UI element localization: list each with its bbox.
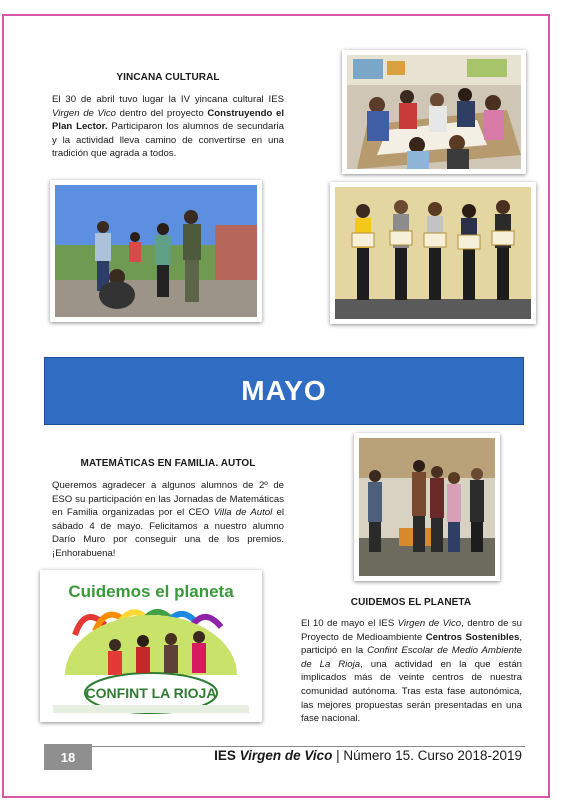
month-banner-label: MAYO: [241, 375, 327, 406]
yincana-text: [52, 93, 284, 161]
yincana-text-1: El 30 de abril tuvo lugar la IV yincana cultural IES: [52, 94, 284, 105]
month-banner: [44, 357, 524, 425]
matematicas-text-1: Queremos agradecer a algunos alumnos de 2º de ESO su participación en las Jornadas de Matemáticas en Familia organizadas por el CEO: [52, 480, 284, 519]
planeta-text-6: Confint Escolar de Medio Ambiente de La Rioja: [301, 645, 522, 670]
footer-school-prefix: IES: [214, 748, 240, 763]
photo-diplomas: [330, 182, 536, 324]
planeta-title: CUIDEMOS EL PLANETA: [350, 597, 472, 608]
footer-publication: [214, 748, 522, 763]
yincana-text-3: dentro del proyecto: [115, 107, 208, 119]
footer-rule: [44, 746, 525, 747]
poster-logo: CONFINT LA RIOJA: [85, 685, 217, 701]
page-number: 18: [44, 744, 92, 770]
yincana-text-5: Participaron los alumnos de secundaria y la actividad lleva camino de convertirse en una tradición que agrada a todos.: [52, 121, 284, 160]
yincana-text-4: Construyendo el Plan Lector.: [52, 107, 284, 133]
footer-school-name: Virgen de Vico: [239, 748, 333, 763]
planeta-text: [301, 617, 522, 726]
matematicas-text: [52, 479, 284, 561]
yincana-text-2: Virgen de Vico: [52, 107, 116, 119]
planeta-text-5: , participó en la: [301, 631, 522, 657]
footer-issue: | Número 15. Curso 2018-2019: [332, 748, 522, 763]
matematicas-text-2: Villa de Autol: [213, 507, 273, 519]
photo-classroom: [342, 50, 526, 174]
photo-yincana: [50, 180, 262, 322]
planeta-text-2: Virgen de Vico: [397, 618, 462, 629]
matematicas-title: MATEMÁTICAS EN FAMILIA. AUTOL: [80, 458, 256, 469]
poster-title: Cuidemos el planeta: [68, 582, 234, 601]
matematicas-text-3: el sábado 4 de mayo. Felicitamos a nuestro alumno Darío Muro por conseguir una de los premios. ¡Enhorabuena!: [52, 507, 284, 559]
planeta-text-7: , una actividad en la que están implicados más de veinte centros de nuestra comunidad autónoma. Tras esta fase autonómica, las mejores propuestas serán presentadas en una fase nacional.: [301, 658, 522, 725]
yincana-title: YINCANA CULTURAL: [116, 72, 220, 83]
planeta-text-1: El 10 de mayo el IES: [301, 618, 398, 629]
photo-matematicas: [354, 433, 500, 581]
photo-cuidemos-planeta: [40, 570, 262, 722]
planeta-text-3: , dentro de su Proyecto de Medioambiente: [301, 618, 522, 643]
planeta-text-4: Centros Sostenibles: [425, 631, 520, 643]
